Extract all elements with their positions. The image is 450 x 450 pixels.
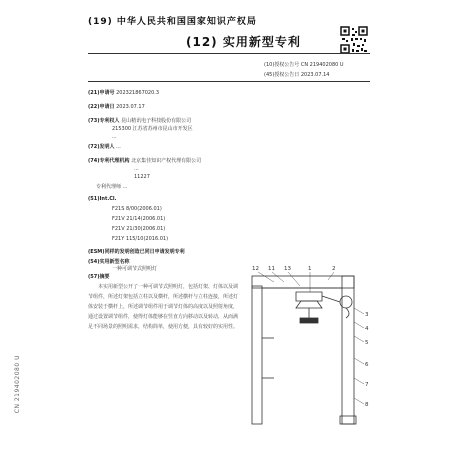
callout-5: 5	[365, 340, 369, 346]
callout-3: 3	[365, 312, 369, 318]
utility-title-label: (54)实用新型名称	[88, 259, 130, 265]
ipc-label: (51)Int.Cl.	[88, 196, 117, 202]
cable	[322, 296, 340, 302]
callout-2: 2	[332, 266, 336, 272]
callout-8: 8	[365, 402, 369, 408]
lamp-head	[300, 318, 318, 323]
spine-publication-number: CN 219402080 U	[14, 355, 21, 414]
callout-7: 7	[365, 382, 369, 388]
publication-date: (45)授权公告日 2023.07.14	[264, 72, 330, 78]
publication-number: (10)授权公告号 CN 219402080 U	[264, 62, 344, 68]
patentee: (73)专利权人 昆山精讯电子科技股份有限公司	[88, 118, 192, 124]
patent-agency-code: 11227	[134, 174, 150, 180]
patent-agency: (74)专利代理机构 北京集佳知识产权代理有限公司	[88, 158, 202, 164]
lamp-shade	[296, 301, 322, 308]
inventor: (72)发明人 ...	[88, 144, 121, 150]
office-header: (19) 中华人民共和国国家知识产权局	[88, 17, 257, 27]
right-post	[342, 276, 354, 424]
callout-4: 4	[365, 326, 369, 332]
ipc-entry: F21V 21/14(2006.01)	[112, 216, 166, 222]
patent-agency-2: ...	[134, 166, 139, 172]
ipc-entry: F21S 8/00(2006.01)	[112, 206, 162, 212]
callout-13: 13	[284, 266, 291, 272]
left-post	[252, 286, 262, 424]
lamp-housing	[296, 292, 322, 301]
document-type: (12) 实用新型专利	[186, 35, 301, 49]
hook	[346, 308, 349, 318]
patent-drawing	[244, 258, 374, 428]
ipc-entry: F21V 21/30(2006.01)	[112, 226, 166, 232]
filing-date: (22)申请日 2023.07.17	[88, 104, 145, 110]
patentee-address-2: ...	[112, 134, 117, 140]
abstract-text: 本实用新型公开了一种可调节式照明灯，包括灯架、灯体以及调节组件，所述灯架包括立柱以及横杆，所述横杆与立柱连接，所述灯体安装于横杆上，所述调节组件用于调节灯体的高度以及照射角度，通过设置调节组件，使得灯体能够在竖直方向移动以及转动，从而满足不同场景的照明需求，结构简单，使用方便，具有较好的实用性。	[88, 284, 239, 330]
callout-11: 11	[268, 266, 275, 272]
biblio-rule	[88, 81, 370, 82]
callout-12: 12	[252, 266, 259, 272]
same-day-note: (ESM)同样的发明创造已同日申请发明专利	[88, 249, 185, 255]
patent-agent: 专利代理师 ...	[96, 184, 128, 190]
abstract-label: (57)摘要	[88, 274, 110, 280]
patentee-address: 215300 江苏省苏州市昆山市开发区	[112, 126, 193, 132]
header-rule	[88, 53, 370, 54]
qr-code-icon	[340, 26, 368, 54]
callout-6: 6	[365, 362, 369, 368]
utility-title: 一种可调节式照明灯	[112, 266, 158, 272]
application-number: (21)申请号 202321867020.3	[88, 90, 160, 96]
callout-1: 1	[308, 266, 312, 272]
ipc-entry: F21Y 115/10(2016.01)	[112, 236, 169, 242]
